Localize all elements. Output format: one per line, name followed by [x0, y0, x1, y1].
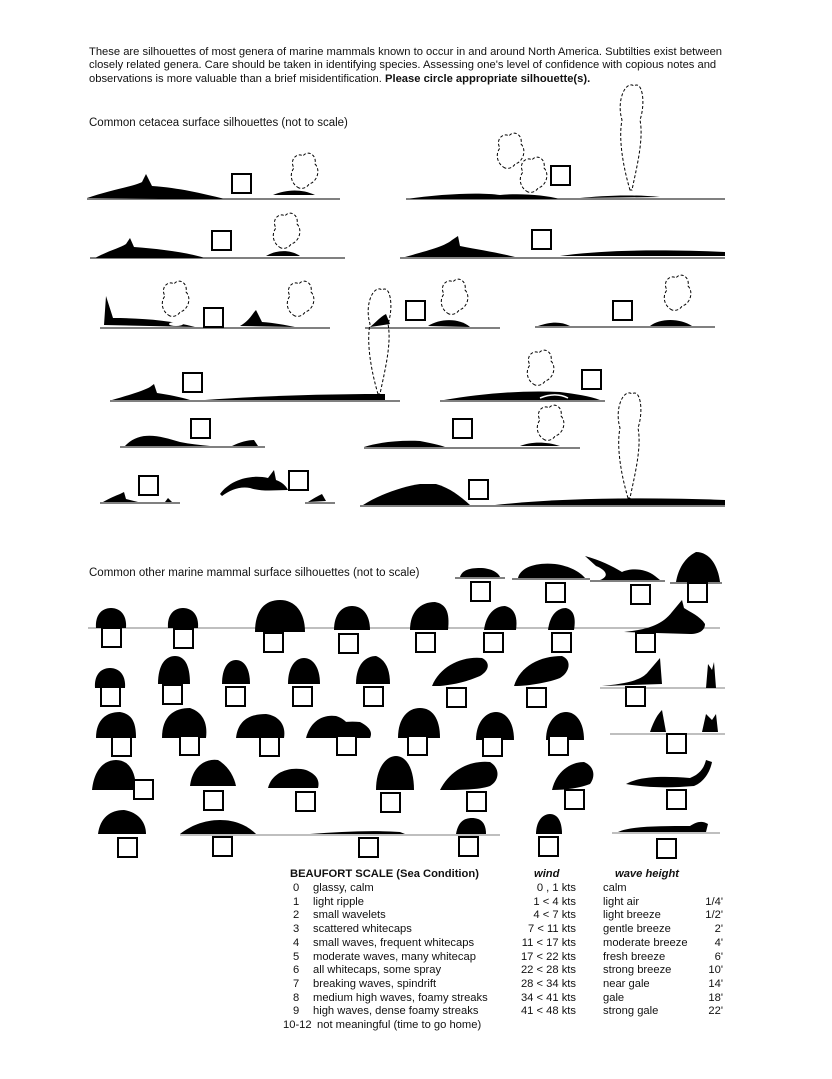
beaufort-wind-name: strong breeze: [603, 964, 672, 977]
checkbox-mammal-20[interactable]: [625, 686, 646, 707]
checkbox-mammal-38[interactable]: [358, 837, 379, 858]
checkbox-mammal-9[interactable]: [415, 632, 436, 653]
checkbox-mammal-12[interactable]: [635, 632, 656, 653]
beaufort-wave-height: 10': [708, 964, 723, 977]
checkbox-cetacean-5[interactable]: [203, 307, 224, 328]
beaufort-description: not meaningful (time to go home): [317, 1019, 482, 1031]
wave-height-header: wave height: [615, 868, 680, 880]
pinniped-row-3: [95, 656, 725, 688]
beaufort-wind-name: light breeze: [603, 909, 661, 922]
checkbox-mammal-3[interactable]: [630, 584, 651, 605]
checkbox-mammal-14[interactable]: [162, 684, 183, 705]
beaufort-description: scattered whitecaps: [313, 923, 412, 936]
checkbox-mammal-4[interactable]: [687, 582, 708, 603]
checkbox-mammal-31[interactable]: [295, 791, 316, 812]
checkbox-mammal-27[interactable]: [548, 735, 569, 756]
intro-instruction: Please circle appropriate silhouette(s).: [385, 72, 591, 85]
beaufort-wave-height: 6': [714, 950, 723, 963]
pinniped-row-6: [98, 810, 720, 835]
pinniped-row-top: [455, 552, 722, 583]
checkbox-mammal-6[interactable]: [173, 628, 194, 649]
checkbox-cetacean-1[interactable]: [231, 173, 252, 194]
other-mammal-section-title: Common other marine mammal surface silhouettes (not to scale): [89, 567, 420, 579]
beaufort-wave-height: 14': [708, 977, 723, 990]
checkbox-mammal-5[interactable]: [101, 627, 122, 648]
beaufort-wind-name: strong gale: [603, 1005, 659, 1018]
beaufort-description: medium high waves, foamy streaks: [313, 991, 488, 1004]
beaufort-wave-height: 22': [708, 1005, 723, 1018]
checkbox-mammal-40[interactable]: [538, 836, 559, 857]
checkbox-mammal-17[interactable]: [363, 686, 384, 707]
checkbox-mammal-7[interactable]: [263, 632, 284, 653]
cetacean-row-2: [90, 213, 725, 258]
checkbox-mammal-8[interactable]: [338, 633, 359, 654]
cetacean-row-6: [100, 393, 725, 506]
beaufort-description: light ripple: [313, 895, 364, 908]
beaufort-row: [283, 1005, 743, 1019]
beaufort-wind: 17 < 22 kts: [520, 950, 576, 963]
wind-header: wind: [534, 868, 560, 880]
checkbox-mammal-41[interactable]: [656, 838, 677, 859]
checkbox-mammal-29[interactable]: [133, 779, 154, 800]
beaufort-wave-height: 1/4': [705, 895, 723, 908]
beaufort-wave-height: 1/2': [705, 909, 723, 922]
intro-text: These are silhouettes of most genera of marine mammals known to occur in and around North America. Subtilties exist between closely related genera. Care should be taken in identifying species. Assessing one's level of confidence with copious notes and observations is more valuable than a brief misidentification.: [89, 46, 723, 85]
beaufort-description: moderate waves, many whitecap: [313, 950, 476, 963]
beaufort-wind-name: moderate breeze: [603, 936, 688, 949]
checkbox-mammal-34[interactable]: [564, 789, 585, 810]
beaufort-number: 3: [293, 923, 300, 936]
checkbox-mammal-36[interactable]: [117, 837, 138, 858]
beaufort-wind: 28 < 34 kts: [520, 977, 576, 990]
beaufort-row: [283, 964, 743, 978]
checkbox-mammal-19[interactable]: [526, 687, 547, 708]
checkbox-cetacean-14[interactable]: [468, 479, 489, 500]
beaufort-row: [283, 1019, 743, 1033]
checkbox-mammal-37[interactable]: [212, 836, 233, 857]
checkbox-mammal-2[interactable]: [545, 582, 566, 603]
checkbox-mammal-15[interactable]: [225, 686, 246, 707]
beaufort-wind-name: near gale: [603, 977, 650, 990]
beaufort-wind: 7 < 11 kts: [528, 923, 576, 936]
beaufort-description: breaking waves, spindrift: [313, 977, 437, 990]
beaufort-wind: 41 < 48 kts: [520, 1005, 576, 1018]
checkbox-cetacean-12[interactable]: [138, 475, 159, 496]
beaufort-number: 0: [293, 882, 300, 894]
beaufort-number: 7: [293, 977, 300, 990]
beaufort-number: 8: [293, 991, 300, 1004]
checkbox-mammal-39[interactable]: [458, 836, 479, 857]
beaufort-number: 9: [293, 1005, 300, 1018]
beaufort-wind: 22 < 28 kts: [520, 964, 576, 977]
beaufort-description: glassy, calm: [313, 882, 374, 894]
beaufort-description: small wavelets: [313, 909, 386, 922]
checkbox-mammal-16[interactable]: [292, 686, 313, 707]
beaufort-number: 6: [293, 964, 300, 977]
beaufort-wind-name: gale: [603, 991, 625, 1004]
beaufort-wave-height: 4': [714, 936, 723, 949]
beaufort-wind: 4 < 7 kts: [533, 909, 576, 922]
checkbox-mammal-21[interactable]: [111, 736, 132, 757]
pinniped-row-5: [92, 756, 712, 790]
beaufort-row: [283, 951, 743, 965]
beaufort-number: 10-12: [283, 1019, 312, 1031]
beaufort-description: small waves, frequent whitecaps: [313, 936, 475, 949]
beaufort-description: all whitecaps, some spray: [313, 964, 442, 977]
beaufort-row: [283, 992, 743, 1006]
checkbox-mammal-1[interactable]: [470, 581, 491, 602]
checkbox-mammal-32[interactable]: [380, 792, 401, 813]
checkbox-cetacean-7[interactable]: [612, 300, 633, 321]
checkbox-mammal-28[interactable]: [666, 733, 687, 754]
beaufort-wind: 34 < 41 kts: [520, 991, 576, 1004]
beaufort-row: [283, 937, 743, 951]
checkbox-cetacean-6[interactable]: [405, 300, 426, 321]
checkbox-mammal-26[interactable]: [482, 736, 503, 757]
checkbox-cetacean-8[interactable]: [182, 372, 203, 393]
checkbox-mammal-25[interactable]: [407, 735, 428, 756]
checkbox-cetacean-2[interactable]: [550, 165, 571, 186]
beaufort-row: [283, 896, 743, 910]
beaufort-wind-name: fresh breeze: [603, 950, 666, 963]
cetacean-row-1: [87, 85, 725, 199]
checkbox-cetacean-4[interactable]: [531, 229, 552, 250]
cetacea-section-title: Common cetacea surface silhouettes (not to scale): [89, 117, 348, 129]
beaufort-wind-name: gentle breeze: [603, 923, 671, 936]
beaufort-row: [283, 882, 743, 896]
checkbox-mammal-35[interactable]: [666, 789, 687, 810]
checkbox-cetacean-13[interactable]: [288, 470, 309, 491]
beaufort-number: 2: [293, 909, 300, 922]
checkbox-cetacean-3[interactable]: [211, 230, 232, 251]
beaufort-title: BEAUFORT SCALE (Sea Condition): [290, 868, 479, 880]
checkbox-cetacean-9[interactable]: [581, 369, 602, 390]
beaufort-wind: 0 , 1 kts: [536, 882, 576, 894]
beaufort-wind: 1 < 4 kts: [533, 895, 576, 908]
beaufort-wave-height: 2': [714, 923, 723, 936]
checkbox-mammal-30[interactable]: [203, 790, 224, 811]
checkbox-mammal-23[interactable]: [259, 736, 280, 757]
beaufort-row: [283, 923, 743, 937]
checkbox-mammal-22[interactable]: [179, 735, 200, 756]
cetacean-row-5: [120, 405, 580, 448]
checkbox-mammal-10[interactable]: [483, 632, 504, 653]
beaufort-description: high waves, dense foamy streaks: [313, 1005, 479, 1018]
beaufort-wave-height: 18': [708, 991, 723, 1004]
checkbox-mammal-24[interactable]: [336, 735, 357, 756]
beaufort-number: 5: [293, 950, 300, 963]
beaufort-number: 4: [293, 936, 300, 949]
checkbox-mammal-13[interactable]: [100, 686, 121, 707]
checkbox-cetacean-11[interactable]: [452, 418, 473, 439]
beaufort-wind-name: calm: [603, 882, 627, 894]
beaufort-wind-name: light air: [603, 895, 640, 908]
beaufort-wind: 11 < 17 kts: [521, 936, 576, 949]
beaufort-number: 1: [293, 895, 300, 908]
checkbox-mammal-11[interactable]: [551, 632, 572, 653]
checkbox-mammal-18[interactable]: [446, 687, 467, 708]
beaufort-row: [283, 978, 743, 992]
beaufort-row: [283, 909, 743, 923]
checkbox-cetacean-10[interactable]: [190, 418, 211, 439]
checkbox-mammal-33[interactable]: [466, 791, 487, 812]
